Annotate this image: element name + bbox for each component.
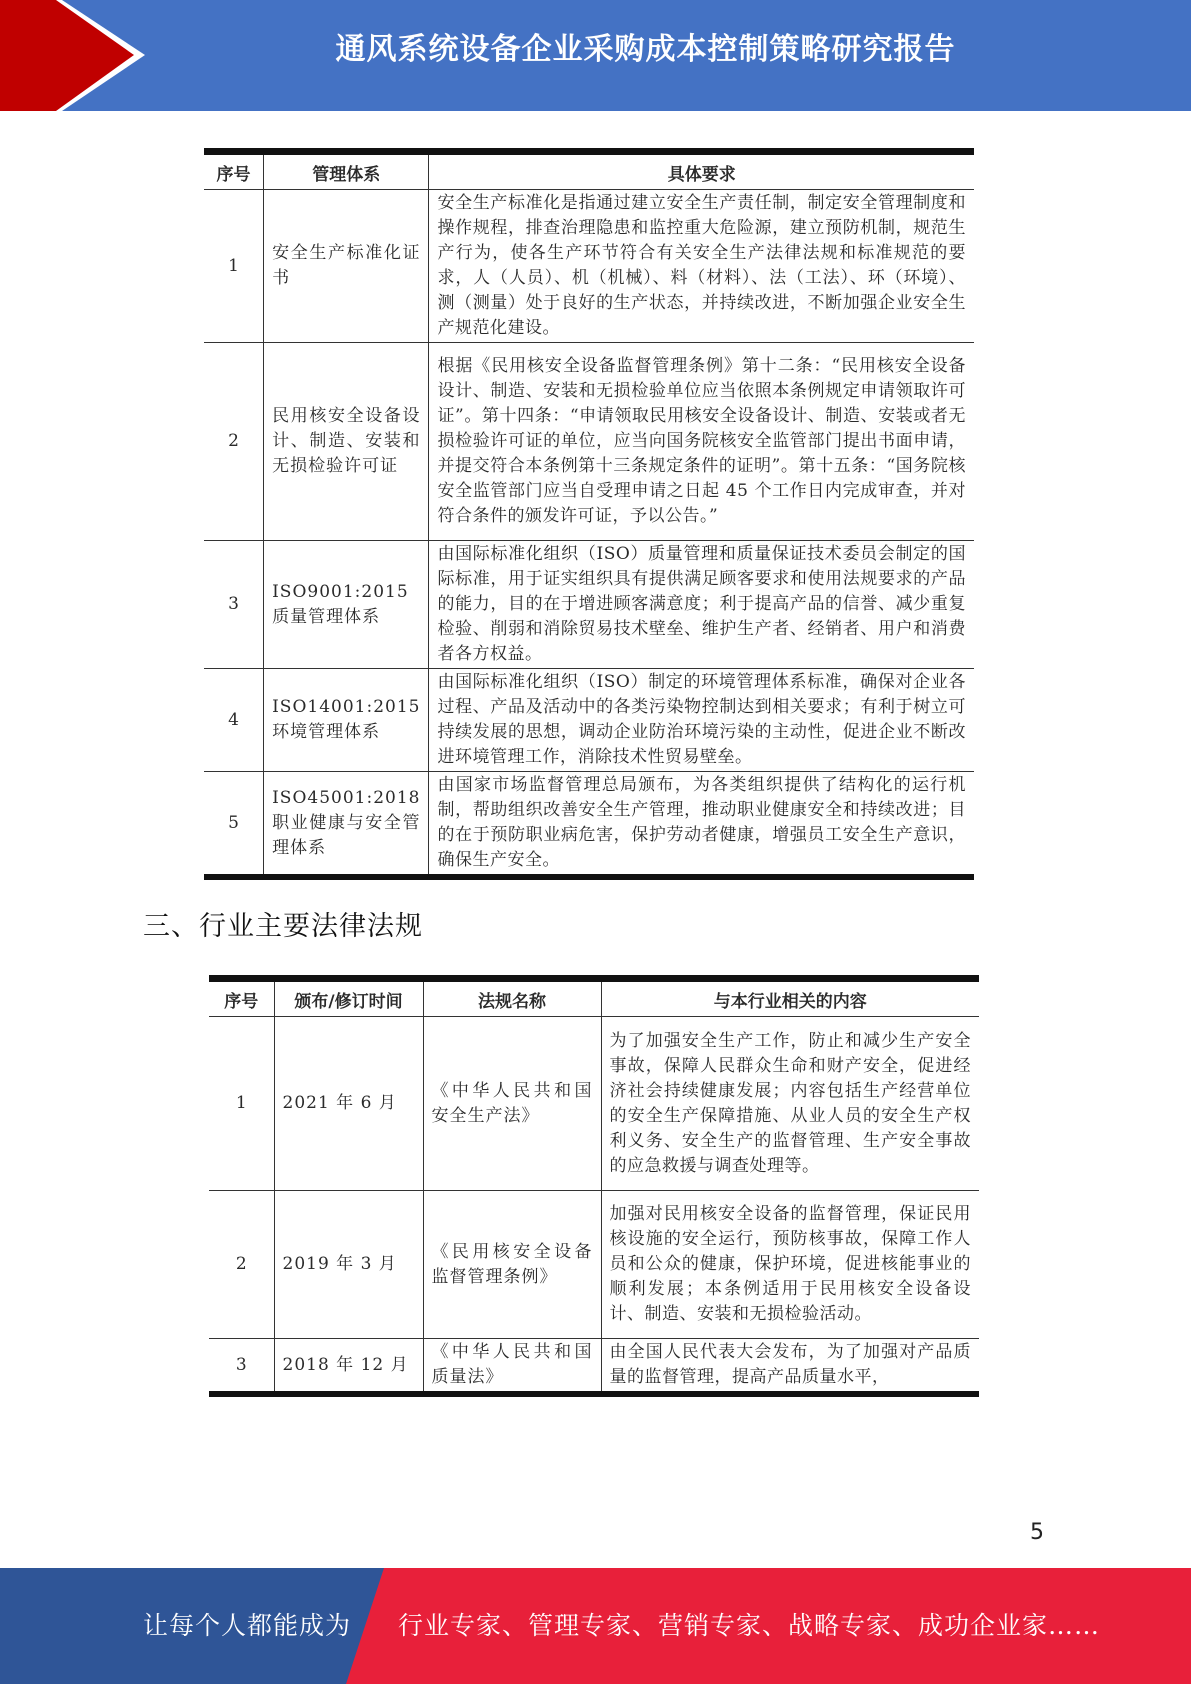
table-header-row (204, 152, 974, 190)
footer-slogan-right: 行业专家、管理专家、营销专家、战略专家、成功企业家…… (398, 1611, 1101, 1640)
row-number: 3 (204, 541, 264, 669)
laws-regulations-table (209, 975, 979, 1397)
row-number: 2 (204, 343, 264, 541)
table-row (209, 1339, 979, 1395)
row-number: 3 (209, 1339, 274, 1395)
law-name: 《民用核安全设备监督管理条例》 (423, 1191, 601, 1339)
row-number: 2 (209, 1191, 274, 1339)
row-number: 1 (209, 1017, 274, 1191)
column-header-system: 管理体系 (264, 152, 429, 190)
column-header-no: 序号 (209, 979, 274, 1017)
system-name: ISO9001:2015 质量管理体系 (264, 541, 429, 669)
table-row (204, 772, 974, 878)
requirement-text: 根据《民用核安全设备监督管理条例》第十二条：“民用核安全设备设计、制造、安装和无损检验单位应当依照本条例规定申请领取许可证”。第十四条：“申请领取民用核安全设备设计、制造、安装或者无损检验许可证的单位，应当向国务院核安全监管部门提出书面申请，并提交符合本条例第十三条规定条件的证明”。第十五条：“国务院核安全监管部门应当自受理申请之日起 45 个工作日内完成审查，并对符合条件的颁发许可证，予以公告。” (429, 343, 974, 541)
requirement-text: 由国家市场监督管理总局颁布，为各类组织提供了结构化的运行机制，帮助组织改善安全生产管理，推动职业健康安全和持续改进；目的在于预防职业病危害，保护劳动者健康，增强员工安全生产意识，确保生产安全。 (429, 772, 974, 878)
column-header-law-name: 法规名称 (423, 979, 601, 1017)
law-content: 加强对民用核安全设备的监督管理，保证民用核设施的安全运行，预防核事故，保障工作人员和公众的健康，保护环境，促进核能事业的顺利发展；本条例适用于民用核安全设备设计、制造、安装和无损检验活动。 (601, 1191, 979, 1339)
management-systems-table (204, 148, 974, 880)
table-row (209, 1017, 979, 1191)
requirement-text: 安全生产标准化是指通过建立安全生产责任制，制定安全管理制度和操作规程，排查治理隐患和监控重大危险源，建立预防机制，规范生产行为，使各生产环节符合有关安全生产法律法规和标准规范的要求，人（人员）、机（机械）、料（材料）、法（工法）、环（环境）、测（测量）处于良好的生产状态，并持续改进，不断加强企业安全生产规范化建设。 (429, 190, 974, 343)
table-row (204, 669, 974, 772)
system-name: ISO14001:2015 环境管理体系 (264, 669, 429, 772)
section-heading: 三、行业主要法律法规 (143, 911, 423, 942)
table-row (204, 190, 974, 343)
page-number: 5 (1030, 1520, 1044, 1545)
report-title: 通风系统设备企业采购成本控制策略研究报告 (335, 32, 956, 67)
system-name: 民用核安全设备设计、制造、安装和无损检验许可证 (264, 343, 429, 541)
table-row (204, 343, 974, 541)
table-row (204, 541, 974, 669)
law-date: 2018 年 12 月 (274, 1339, 423, 1395)
column-header-no: 序号 (204, 152, 264, 190)
law-content: 为了加强安全生产工作，防止和减少生产安全事故，保障人民群众生命和财产安全，促进经济社会持续健康发展；内容包括生产经营单位的安全生产保障措施、从业人员的安全生产权利义务、安全生产的监督管理、生产安全事故的应急救援与调查处理等。 (601, 1017, 979, 1191)
requirement-text: 由国际标准化组织（ISO）制定的环境管理体系标准，确保对企业各过程、产品及活动中的各类污染物控制达到相关要求；有利于树立可持续发展的思想，调动企业防治环境污染的主动性，促进企业不断改进环境管理工作，消除技术性贸易壁垒。 (429, 669, 974, 772)
law-date: 2021 年 6 月 (274, 1017, 423, 1191)
law-name: 《中华人民共和国质量法》 (423, 1339, 601, 1395)
law-name: 《中华人民共和国安全生产法》 (423, 1017, 601, 1191)
system-name: ISO45001:2018 职业健康与安全管理体系 (264, 772, 429, 878)
row-number: 4 (204, 669, 264, 772)
footer-slogan-left: 让每个人都能成为 (143, 1611, 352, 1640)
law-content: 由全国人民代表大会发布，为了加强对产品质量的监督管理，提高产品质量水平， (601, 1339, 979, 1395)
row-number: 1 (204, 190, 264, 343)
requirement-text: 由国际标准化组织（ISO）质量管理和质量保证技术委员会制定的国际标准，用于证实组织具有提供满足顾客要求和使用法规要求的产品的能力，目的在于增进顾客满意度；利于提高产品的信誉、减少重复检验、削弱和消除贸易技术壁垒、维护生产者、经销者、用户和消费者各方权益。 (429, 541, 974, 669)
page-footer (0, 1568, 1191, 1684)
system-name: 安全生产标准化证书 (264, 190, 429, 343)
table-header-row (209, 979, 979, 1017)
page-header (0, 0, 1191, 111)
column-header-date: 颁布/修订时间 (274, 979, 423, 1017)
law-date: 2019 年 3 月 (274, 1191, 423, 1339)
column-header-content: 与本行业相关的内容 (601, 979, 979, 1017)
table-row (209, 1191, 979, 1339)
column-header-requirement: 具体要求 (429, 152, 974, 190)
row-number: 5 (204, 772, 264, 878)
